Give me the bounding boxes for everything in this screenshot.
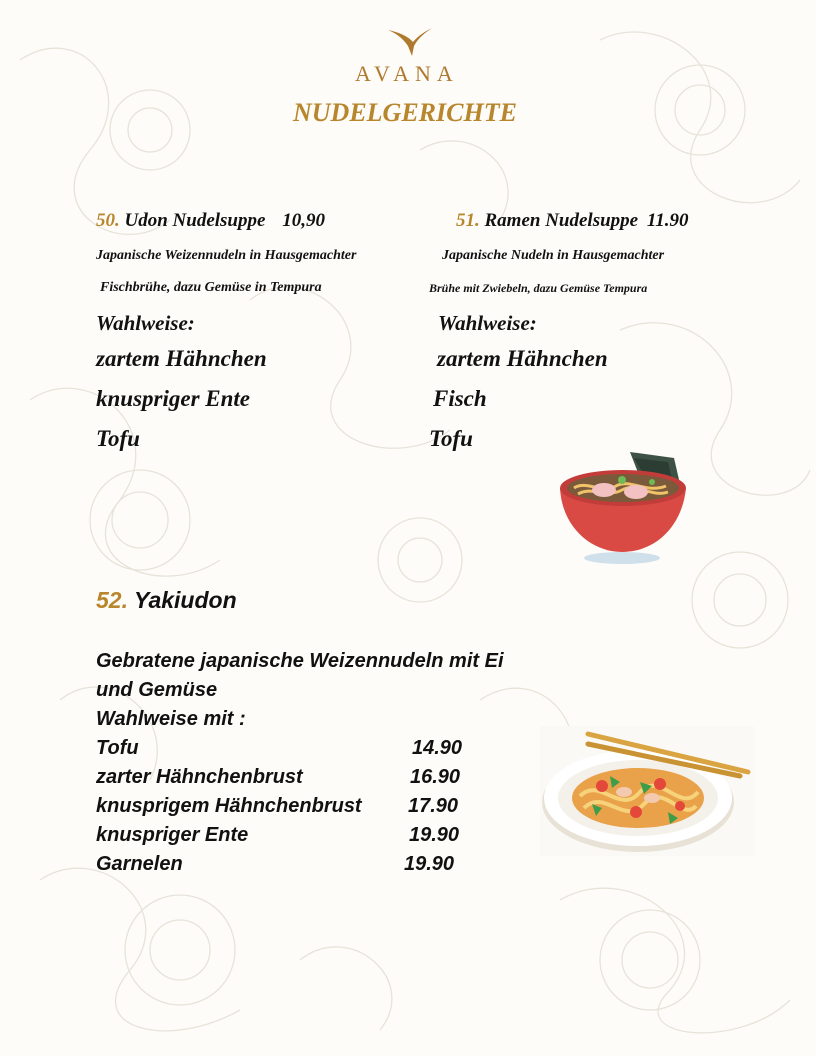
dish-50-desc-1: Japanische Weizennudeln in Hausgemachter <box>96 248 357 263</box>
option-name: Garnelen <box>96 853 183 875</box>
dish-51-desc-2: Brühe mit Zwiebeln, dazu Gemüse Tempura <box>429 281 648 295</box>
option-price: 19.90 <box>404 853 455 875</box>
bird-logo-icon <box>386 26 434 58</box>
dish-50-option: Tofu <box>96 426 140 451</box>
option-price: 17.90 <box>408 795 459 817</box>
dish-52-heading <box>96 587 237 614</box>
dish-name: Udon Nudelsuppe <box>124 210 266 231</box>
dish-50-choice-label: Wahlweise: <box>96 311 195 335</box>
option-name: knuspriger Ente <box>96 824 249 846</box>
option-price: 19.90 <box>409 824 460 846</box>
option-price: 16.90 <box>410 766 461 788</box>
dish-price: 11.90 <box>646 210 689 231</box>
dish-52-desc-1: Gebratene japanische Weizennudeln mit Ei <box>96 650 504 672</box>
dish-name: Yakiudon <box>133 587 237 613</box>
option-name: Tofu <box>96 737 139 759</box>
dish-number: 51. <box>456 210 480 231</box>
dish-50-option: zartem Hähnchen <box>96 346 267 371</box>
dish-number: 52. <box>96 587 128 613</box>
dish-51-option: Tofu <box>429 426 473 451</box>
dish-51-desc-1: Japanische Nudeln in Hausgemachter <box>442 248 665 263</box>
ramen-bowl-icon <box>556 448 692 566</box>
dish-51-option: Fisch <box>433 386 487 411</box>
dish-name: Ramen Nudelsuppe <box>484 210 639 231</box>
dish-50-option: knuspriger Ente <box>96 386 251 411</box>
dish-price: 10,90 <box>282 210 325 231</box>
noodle-plate-icon <box>540 726 754 856</box>
dish-number: 50. <box>96 210 120 231</box>
option-name: knusprigem Hähnchenbrust <box>96 795 362 817</box>
dish-51-heading <box>456 210 689 232</box>
dish-51-option: zartem Hähnchen <box>437 346 608 371</box>
dish-52-choice-label: Wahlweise mit : <box>96 708 246 730</box>
dish-52-desc-2: und Gemüse <box>96 679 218 701</box>
page-title: NUDELGERICHTE <box>293 98 517 127</box>
option-name: zarter Hähnchenbrust <box>96 766 303 788</box>
dish-51-choice-label: Wahlweise: <box>438 311 537 335</box>
dish-50-heading <box>96 210 325 232</box>
dish-50-desc-2: Fischbrühe, dazu Gemüse in Tempura <box>100 280 322 295</box>
brand-name: AVANA <box>355 61 459 86</box>
option-price: 14.90 <box>412 737 463 759</box>
